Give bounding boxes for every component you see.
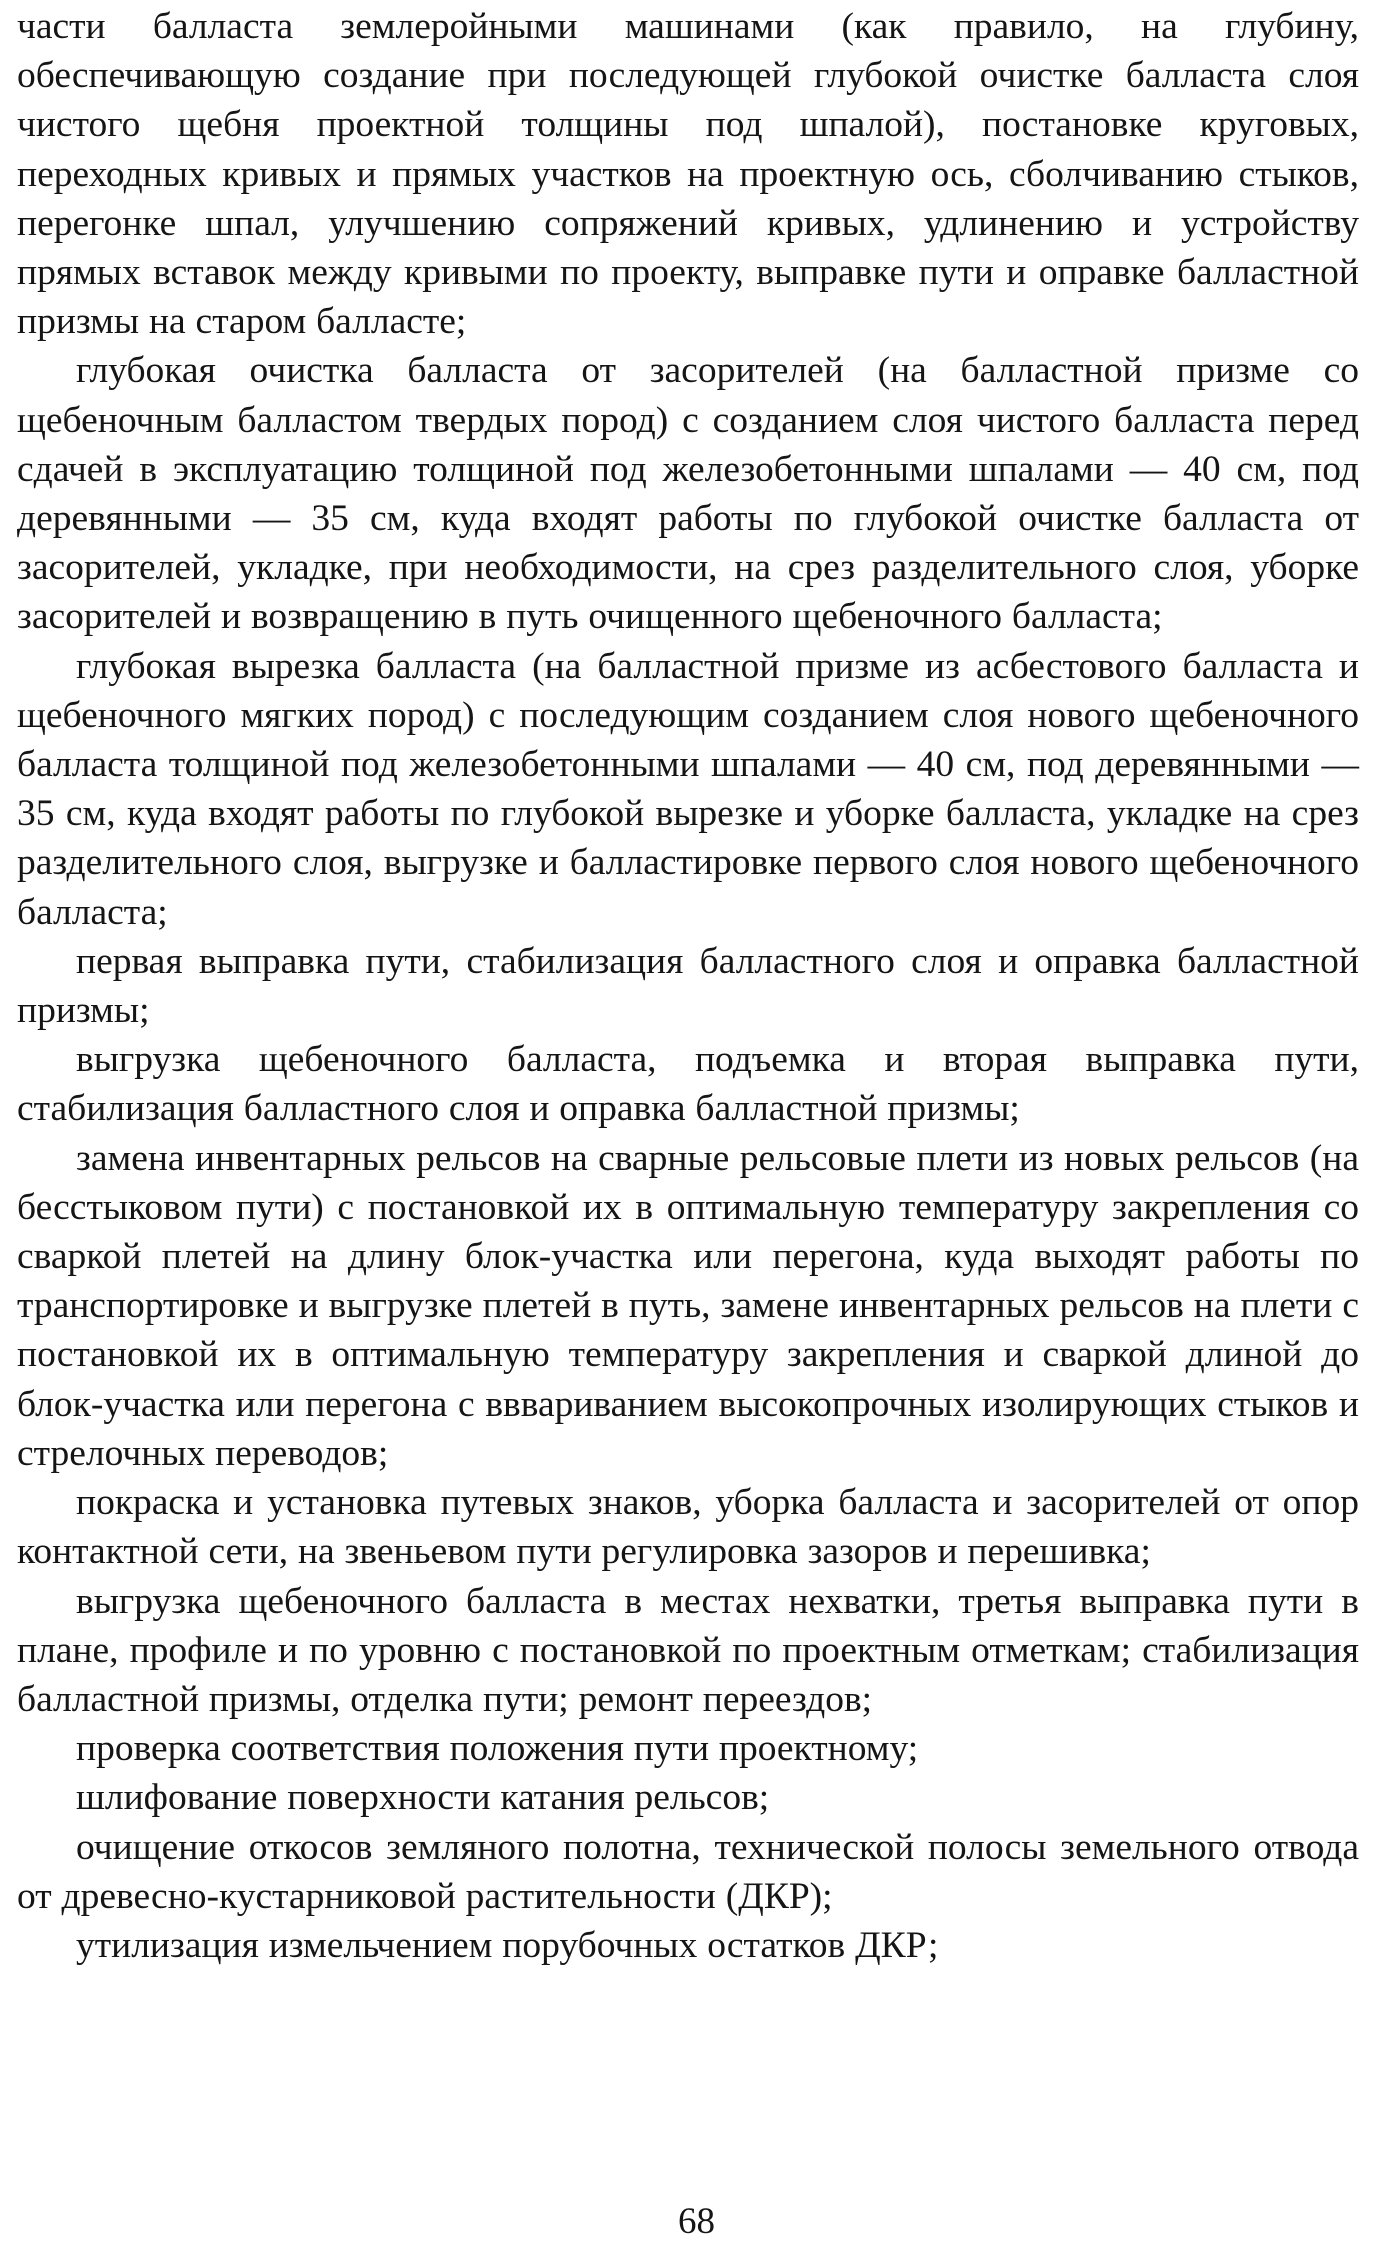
paragraph-verification: проверка соответствия положения пути проектному;: [76, 1728, 919, 1770]
paragraph-rail-replacement: замена инвентарных рельсов на сварные рельсовые плети из новых рельсов (на бесстыковом пути) с постановкой их в оптимальную температуру закрепления со сваркой плетей на длину блок-участка или перегона, куда выходят работы по транспортировке и выгрузке плетей в путь, замене инвентарных рельсов на плети с постановкой их в оптимальную температуру закрепления и сваркой длиной до блок-участка или перегона с вввариванием высокопрочных изолирующих стыков и стрелочных переводов;: [17, 1137, 1359, 1474]
paragraph-slope-clearing: очищение откосов земляного полотна, технической полосы земельного отвода от древесно-кустарниковой растительности (ДКР);: [17, 1826, 1359, 1917]
paragraph-ballast-unloading: выгрузка щебеночного балласта, подъемка и вторая выправка пути, стабилизация балластного слоя и оправка балластной призмы;: [17, 1039, 1359, 1130]
page-number: 68: [678, 2201, 715, 2242]
paragraph-continuation: части балласта землеройными машинами (как правило, на глубину, обеспечивающую создание при последующей глубокой очистке балласта слоя чистого щебня проектной толщины под шпалой), постановке круговых, переходных кривых и прямых участков на проектную ось, сболчиванию стыков, перегонке шпал, улучшению сопряжений кривых, удлинению и устройству прямых вставок между кривыми по проекту, выправке пути и оправке балластной призмы на старом балласте;: [17, 6, 1359, 343]
paragraph-rail-grinding: шлифование поверхности катания рельсов;: [76, 1777, 770, 1819]
document-page: [17, 2, 1359, 1970]
paragraph-deep-cutting: глубокая вырезка балласта (на балластной призме из асбестового балласта и щебеночного мягких пород) с последующим созданием слоя нового щебеночного балласта толщиной под железобетонными шпалами — 40 см, под деревянными — 35 см, куда входят работы по глубокой вырезке и уборке балласта, укладке на срез разделительного слоя, выгрузке и балластировке первого слоя нового щебеночного балласта;: [17, 645, 1359, 933]
paragraph-third-alignment: выгрузка щебеночного балласта в местах нехватки, третья выправка пути в плане, профиле и по уровню с постановкой по проектным отметкам; стабилизация балластной призмы, отделка пути; ремонт переездов;: [17, 1580, 1359, 1720]
paragraph-first-alignment: первая выправка пути, стабилизация балластного слоя и оправка балластной призмы;: [17, 940, 1359, 1032]
paragraph-waste-utilization: утилизация измельчением порубочных остатков ДКР;: [76, 1924, 939, 1966]
paragraph-deep-cleaning: глубокая очистка балласта от засорителей (на балластной призме со щебеночным балластом твердых пород) с созданием слоя чистого балласта перед сдачей в эксплуатацию толщиной под железобетонными шпалами — 40 см, под деревянными — 35 см, куда входят работы по глубокой очистке балласта от засорителей, укладке, при необходимости, на срез разделительного слоя, уборке засорителей и возвращению в путь очищенного щебеночного балласта;: [17, 350, 1359, 638]
paragraph-painting-signs: покраска и установка путевых знаков, уборка балласта и засорителей от опор контактной сети, на звеньевом пути регулировка зазоров и перешивка;: [17, 1482, 1359, 1573]
